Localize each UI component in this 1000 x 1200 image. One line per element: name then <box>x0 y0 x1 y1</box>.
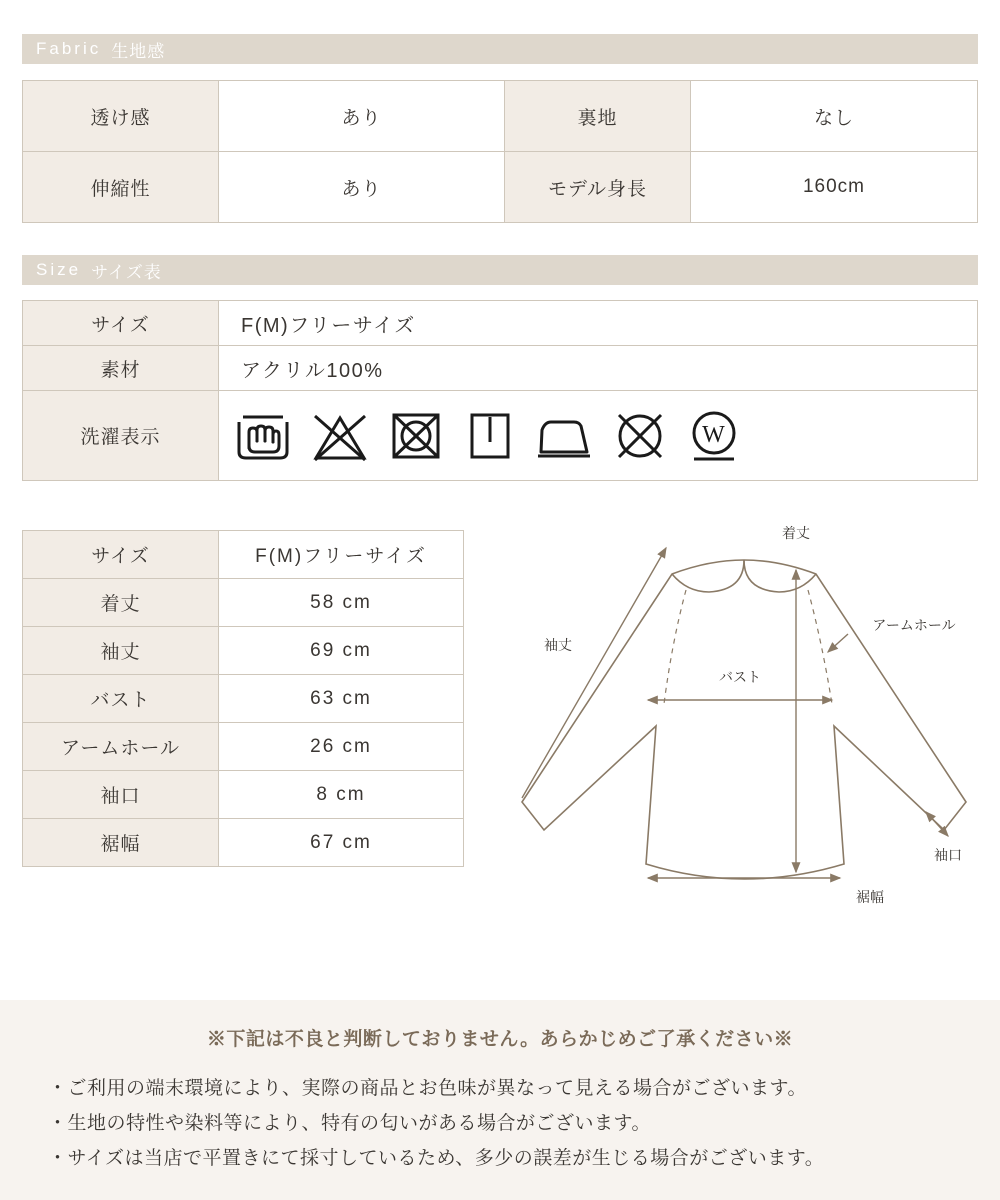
wash-care-icon-row <box>233 406 976 466</box>
diagram-label-armhole: アームホール <box>872 617 956 633</box>
table-row <box>23 531 464 579</box>
table-row <box>23 579 464 627</box>
drip-dry-flat-icon <box>463 408 515 464</box>
measurement-name-cuff: 袖口 <box>23 771 219 819</box>
measurements-table <box>22 530 464 867</box>
no-dry-clean-icon <box>613 408 667 464</box>
table-row <box>23 723 464 771</box>
no-bleach-icon <box>311 408 369 464</box>
measurement-name-hem: 裾幅 <box>23 819 219 867</box>
measurement-value-armhole: 26 cm <box>219 723 464 771</box>
measurement-value-length: 58 cm <box>219 579 464 627</box>
list-item: ・生地の特性や染料等により、特有の匂いがある場合がございます。 <box>48 1113 651 1135</box>
disclaimer-notice <box>0 1000 1000 1200</box>
measurement-value-bust: 63 cm <box>219 675 464 723</box>
fabric-value-lining: なし <box>691 81 978 152</box>
diagram-label-bust: バスト <box>719 669 761 685</box>
fabric-value-stretch: あり <box>219 152 505 223</box>
no-tumble-dry-icon <box>387 408 445 464</box>
diagram-label-cuff: 袖口 <box>934 847 962 863</box>
diagram-label-sleeve: 袖丈 <box>544 637 572 653</box>
table-row <box>23 771 464 819</box>
svg-text:W: W <box>702 421 726 448</box>
fabric-section-header <box>22 34 978 64</box>
size-section-title-jp: サイズ表 <box>91 262 162 282</box>
garment-measurement-diagram <box>496 512 988 932</box>
diagram-label-hem: 裾幅 <box>856 889 884 905</box>
size-section-header <box>22 255 978 285</box>
measurement-name-length: 着丈 <box>23 579 219 627</box>
fabric-table <box>22 80 978 223</box>
fabric-section-title-jp: 生地感 <box>111 41 166 61</box>
list-item: ・サイズは当店で平置きにて採寸しているため、多少の誤差が生じる場合がございます。 <box>48 1148 825 1170</box>
diagram-label-length: 着丈 <box>782 525 810 541</box>
measurements-header-value: F(M)フリーサイズ <box>219 531 464 579</box>
spec-value-size: F(M)フリーサイズ <box>219 301 978 346</box>
wash-care-icons-cell <box>219 391 978 481</box>
wet-clean-icon <box>685 406 743 466</box>
fabric-label-model-height: モデル身長 <box>505 152 691 223</box>
spec-label-material: 素材 <box>23 346 219 391</box>
spec-label-size: サイズ <box>23 301 219 346</box>
fabric-label-stretch: 伸縮性 <box>23 152 219 223</box>
measurement-name-bust: バスト <box>23 675 219 723</box>
measurement-value-sleeve: 69 cm <box>219 627 464 675</box>
notice-list <box>0 1071 1000 1176</box>
fabric-section-title-en: Fabric <box>36 39 102 58</box>
table-row <box>23 627 464 675</box>
table-row <box>23 391 978 481</box>
hand-wash-icon <box>233 408 293 464</box>
measurement-name-sleeve: 袖丈 <box>23 627 219 675</box>
measurement-value-cuff: 8 cm <box>219 771 464 819</box>
measurement-value-hem: 67 cm <box>219 819 464 867</box>
table-row <box>23 301 978 346</box>
notice-headline: ※下記は不良と判断しておりません。あらかじめご了承ください※ <box>206 1029 794 1050</box>
cuff-measure-line <box>926 812 948 836</box>
measurements-header-label: サイズ <box>23 531 219 579</box>
fabric-label-lining: 裏地 <box>505 81 691 152</box>
table-row <box>23 346 978 391</box>
table-row <box>23 675 464 723</box>
table-row <box>23 81 978 152</box>
garment-outline <box>522 560 966 879</box>
spec-table <box>22 300 978 481</box>
measurement-name-armhole: アームホール <box>23 723 219 771</box>
fabric-value-model-height: 160cm <box>691 152 978 223</box>
armhole-guides <box>664 590 832 704</box>
sleeve-measure-line <box>522 548 666 798</box>
spec-value-material: アクリル100% <box>219 346 978 391</box>
armhole-leader-line <box>828 634 848 652</box>
fabric-label-sheerness: 透け感 <box>23 81 219 152</box>
table-row <box>23 152 978 223</box>
iron-low-icon <box>533 408 595 464</box>
spec-label-wash: 洗濯表示 <box>23 391 219 481</box>
size-section-title-en: Size <box>36 260 82 279</box>
list-item: ・ご利用の端末環境により、実際の商品とお色味が異なって見える場合がございます。 <box>48 1078 807 1099</box>
fabric-value-sheerness: あり <box>219 81 505 152</box>
table-row <box>23 819 464 867</box>
